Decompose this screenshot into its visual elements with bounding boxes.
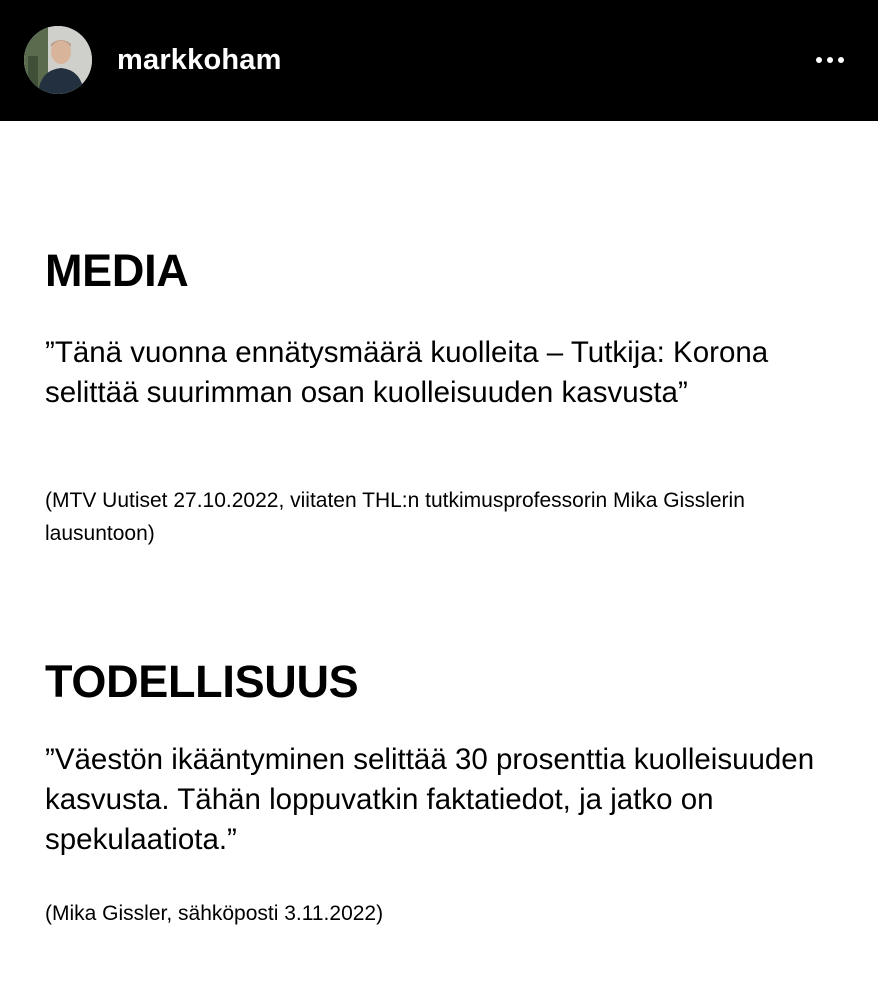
more-options-button[interactable] xyxy=(806,42,854,78)
reality-quote: ”Väestön ikääntyminen selittää 30 prosenttia kuolleisuuden kasvusta. Tähän loppuvatkin faktatiedot, ja jatko on spekulaatiota.” xyxy=(45,743,815,856)
username[interactable]: markkoham xyxy=(117,44,282,76)
reality-heading: TODELLISUUS xyxy=(45,656,359,707)
post-header xyxy=(0,0,878,121)
media-quote: ”Tänä vuonna ennätysmäärä kuolleita – Tutkija: Korona selittää suurimman osan kuolleisuuden kasvusta” xyxy=(45,336,769,409)
profile-photo-icon xyxy=(24,26,92,94)
more-horizontal-icon xyxy=(827,57,833,63)
media-heading: MEDIA xyxy=(45,245,189,296)
reality-source: (Mika Gissler, sähköposti 3.11.2022) xyxy=(45,902,384,925)
avatar[interactable] xyxy=(24,26,92,94)
media-source: (MTV Uutiset 27.10.2022, viitaten THL:n tutkimusprofessorin Mika Gisslerin lausuntoon) xyxy=(45,489,745,545)
more-horizontal-icon xyxy=(838,57,844,63)
more-horizontal-icon xyxy=(816,57,822,63)
